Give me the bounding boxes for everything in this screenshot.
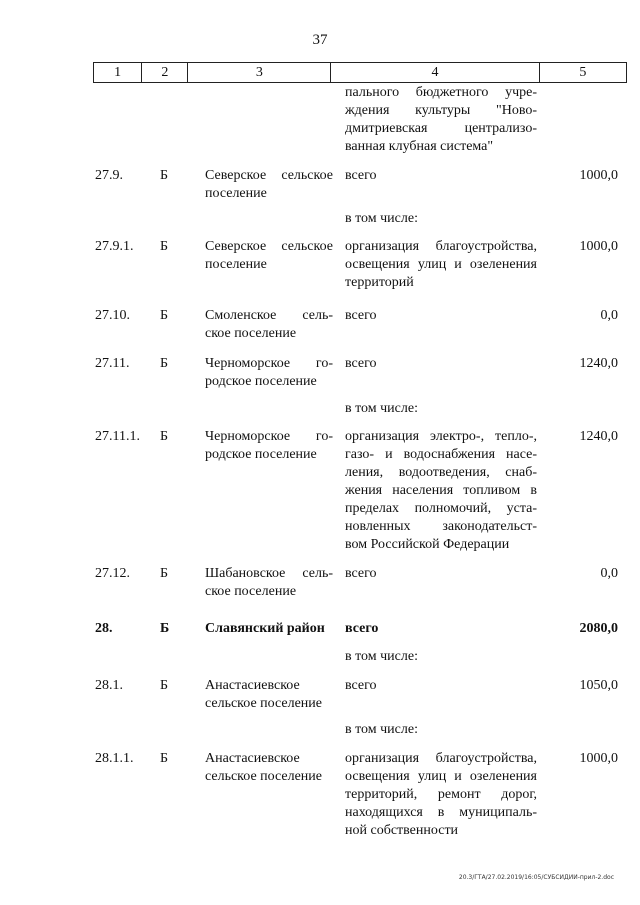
name-line: Северское сельское — [205, 168, 333, 183]
description-line: в том числе: — [345, 211, 418, 226]
row-type: Б — [160, 239, 169, 254]
row-amount: 1240,0 — [579, 356, 618, 371]
row-description — [345, 400, 537, 418]
column-header-5: 5 — [539, 63, 626, 83]
row-description — [345, 677, 537, 695]
description-line: находящихся в муниципаль- — [345, 805, 537, 820]
row-name — [205, 428, 333, 464]
row-name — [205, 238, 333, 274]
row-description — [345, 648, 537, 666]
row-number: 27.9.1. — [95, 239, 134, 254]
row-amount: 0,0 — [600, 308, 618, 323]
continuation-description — [345, 84, 537, 156]
name-line: Славянский район — [205, 621, 325, 636]
row-amount: 0,0 — [600, 566, 618, 581]
row-name — [205, 167, 333, 203]
description-line: организация благоустройства, — [345, 751, 537, 766]
description-line: газо- и водоснабжения насе- — [345, 447, 537, 462]
row-number: 28. — [95, 621, 113, 636]
description-line: жения населения топливом в — [345, 483, 537, 498]
description-line: всего — [345, 678, 377, 693]
description-line: освещения улиц и озеленения — [345, 257, 537, 272]
row-type: Б — [160, 678, 169, 693]
row-number: 27.11.1. — [95, 429, 140, 444]
name-line: ское поселение — [205, 326, 297, 341]
description-line: ной собственности — [345, 823, 459, 838]
row-number: 27.12. — [95, 566, 130, 581]
description-line: пределах полномочий, уста- — [345, 501, 537, 516]
description-line: дмитриевская централизо- — [345, 121, 537, 136]
name-line: Анастасиевское — [205, 678, 300, 693]
row-description — [345, 307, 537, 325]
row-description — [345, 210, 537, 228]
description-line: в том числе: — [345, 649, 418, 664]
name-line: родское поселение — [205, 374, 317, 389]
name-line: ское поселение — [205, 584, 297, 599]
description-line: территорий — [345, 275, 414, 290]
name-line: Северское сельское — [205, 239, 333, 254]
row-description — [345, 750, 537, 840]
name-line: сельское поселение — [205, 769, 322, 784]
description-line: в том числе: — [345, 722, 418, 737]
footer-file-path: 20.3/ГТА/27.02.2019/16:05/СУБСИДИИ-прил-2.doc — [458, 874, 614, 881]
row-name — [205, 355, 333, 391]
row-type: Б — [160, 356, 169, 371]
description-line: ванная клубная система" — [345, 139, 494, 154]
row-description — [345, 355, 537, 373]
row-number: 27.10. — [95, 308, 130, 323]
row-amount: 2080,0 — [579, 621, 618, 636]
row-number: 28.1.1. — [95, 751, 134, 766]
row-name — [205, 565, 333, 601]
row-description — [345, 721, 537, 739]
column-header-3: 3 — [188, 63, 331, 83]
row-type: Б — [160, 621, 170, 636]
column-header-4: 4 — [331, 63, 539, 83]
description-line: всего — [345, 168, 377, 183]
row-description — [345, 428, 537, 554]
description-line: ждения культуры "Ново- — [345, 103, 537, 118]
description-line: в том числе: — [345, 401, 418, 416]
row-number: 27.11. — [95, 356, 130, 371]
row-number: 27.9. — [95, 168, 123, 183]
row-amount: 1000,0 — [579, 751, 618, 766]
description-line: организация благоустройства, — [345, 239, 537, 254]
name-line: Черноморское го- — [205, 429, 333, 444]
row-type: Б — [160, 168, 169, 183]
row-amount: 1240,0 — [579, 429, 618, 444]
row-type: Б — [160, 751, 169, 766]
row-number: 28.1. — [95, 678, 123, 693]
description-line: новленных законодательст- — [345, 519, 537, 534]
row-description — [345, 565, 537, 583]
name-line: поселение — [205, 257, 267, 272]
row-description — [345, 167, 537, 185]
row-description — [345, 238, 537, 292]
name-line: Анастасиевское — [205, 751, 300, 766]
name-line: Смоленское сель- — [205, 308, 333, 323]
row-amount: 1000,0 — [579, 168, 618, 183]
description-line: ления, водоотведения, снаб- — [345, 465, 537, 480]
name-line: родское поселение — [205, 447, 317, 462]
column-header-1: 1 — [94, 63, 142, 83]
row-description — [345, 620, 537, 638]
row-type: Б — [160, 566, 169, 581]
row-amount: 1050,0 — [579, 678, 618, 693]
name-line: Шабановское сель- — [205, 566, 333, 581]
description-line: всего — [345, 308, 377, 323]
row-type: Б — [160, 308, 169, 323]
row-amount: 1000,0 — [579, 239, 618, 254]
description-line: вом Российской Федерации — [345, 537, 510, 552]
row-name — [205, 750, 333, 786]
description-line: всего — [345, 566, 377, 581]
row-name — [205, 307, 333, 343]
description-line: пального бюджетного учре- — [345, 85, 537, 100]
row-name — [205, 620, 333, 638]
column-header-2: 2 — [142, 63, 188, 83]
row-type: Б — [160, 429, 169, 444]
name-line: сельское поселение — [205, 696, 322, 711]
name-line: поселение — [205, 186, 267, 201]
description-line: всего — [345, 621, 379, 636]
page-number: 37 — [312, 32, 328, 48]
row-name — [205, 677, 333, 713]
description-line: освещения улиц и озеленения — [345, 769, 537, 784]
description-line: территорий, ремонт дорог, — [345, 787, 537, 802]
name-line: Черноморское го- — [205, 356, 333, 371]
description-line: организация электро-, тепло-, — [345, 429, 537, 444]
description-line: всего — [345, 356, 377, 371]
